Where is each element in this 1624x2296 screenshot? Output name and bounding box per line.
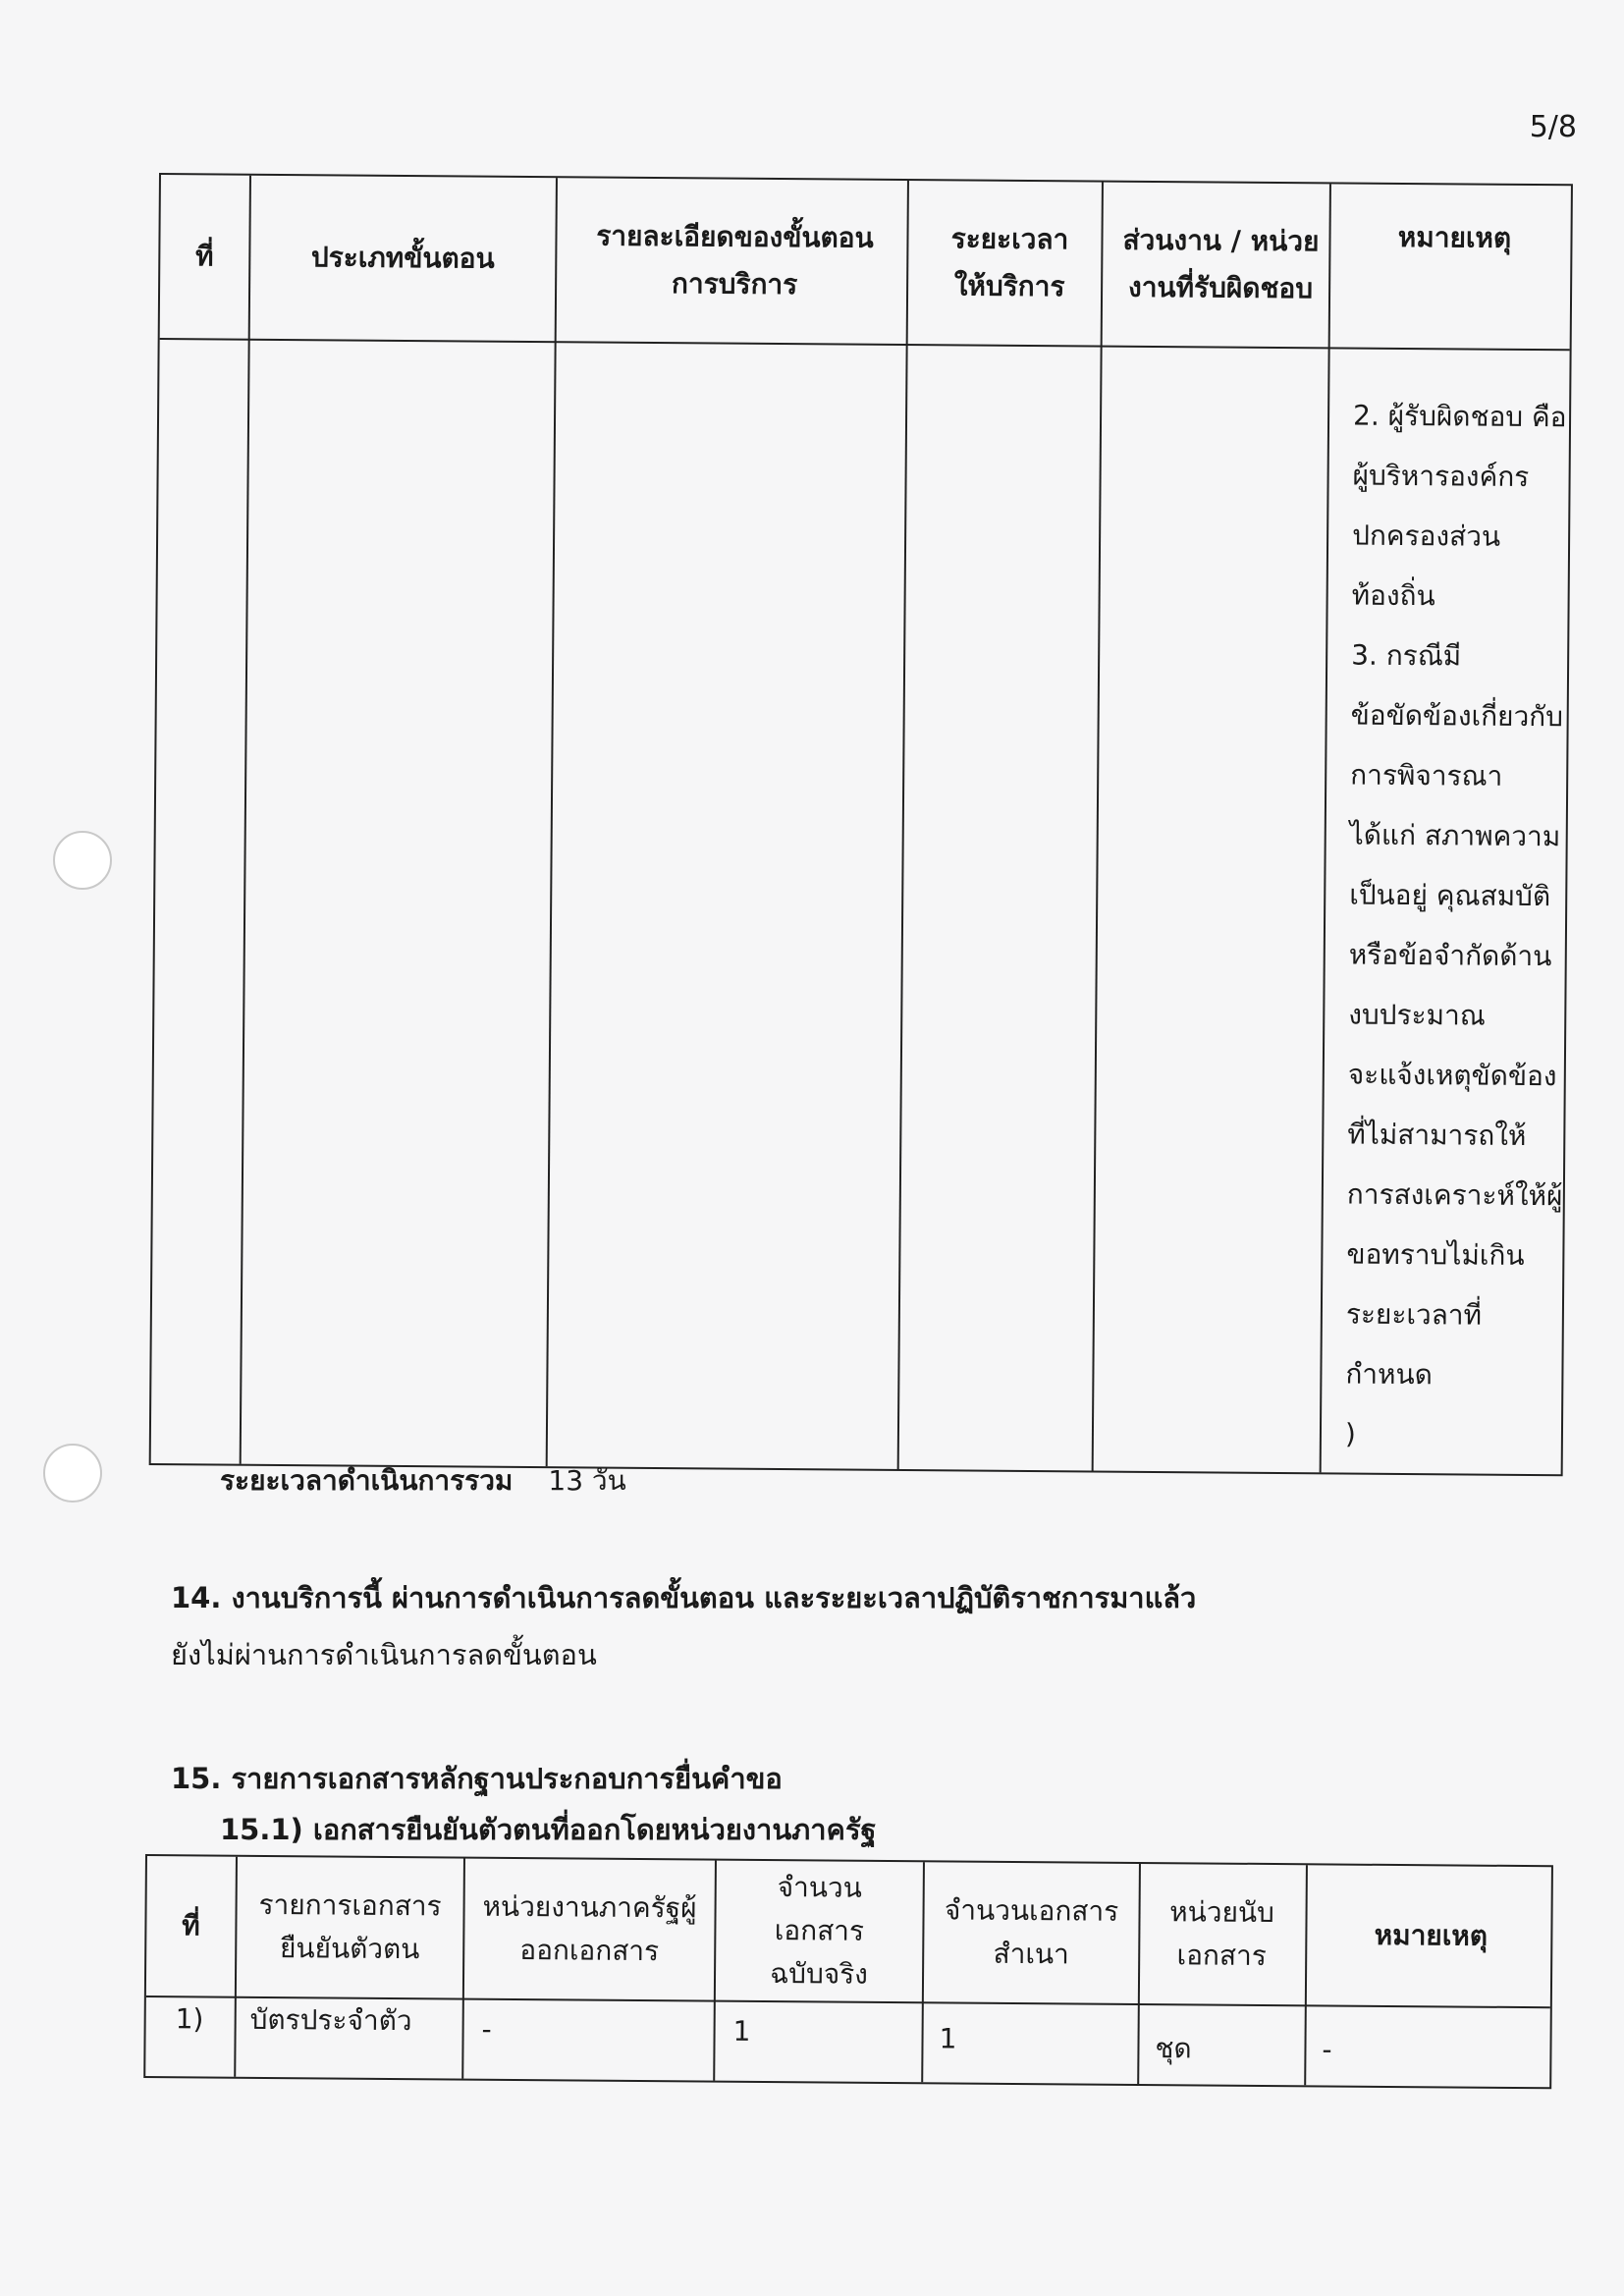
- remark-line: ระยะเวลาที่: [1345, 1297, 1483, 1332]
- row-document: บัตรประจำตัว: [249, 2002, 412, 2038]
- row-unit: ชุด: [1155, 2032, 1192, 2065]
- remark-line: 3. กรณีมี: [1351, 638, 1462, 673]
- service-steps-table: [149, 173, 1573, 1476]
- remark-line: 2. ผู้รับผิดชอบ คือ: [1352, 399, 1567, 434]
- header-service-time: ระยะเวลาให้บริการ: [950, 222, 1069, 303]
- header-unit: หน่วยนับเอกสาร: [1169, 1895, 1275, 1972]
- header-step-type: ประเภทขั้นตอน: [310, 241, 495, 275]
- header-remark: หมายเหตุ: [1374, 1918, 1489, 1952]
- punch-hole-bottom: [43, 1444, 102, 1503]
- section-14-answer: ยังไม่ผ่านการดำเนินการลดขั้นตอน: [171, 1638, 597, 1671]
- header-remark: หมายเหตุ: [1397, 220, 1512, 254]
- total-duration-label: ระยะเวลาดำเนินการรวม: [220, 1464, 514, 1497]
- header-no: ที่: [182, 1909, 200, 1942]
- remark-line: ปกครองส่วน: [1352, 519, 1501, 553]
- remark-line: หรือข้อจำกัดด้าน: [1348, 938, 1552, 973]
- remark-line: ที่ไม่สามารถให้: [1347, 1118, 1527, 1152]
- total-duration: [220, 1459, 626, 1503]
- row-copy: 1: [939, 2022, 957, 2055]
- remark-line: ): [1344, 1417, 1357, 1450]
- remark-line: ได้แก่ สภาพความ: [1349, 818, 1561, 853]
- table-col-divider: [1320, 184, 1331, 1472]
- remark-line: กำหนด: [1345, 1357, 1434, 1392]
- section-15-title: 15. รายการเอกสารหลักฐานประกอบการยื่นคำขอ: [171, 1762, 783, 1795]
- row-original: 1: [732, 2014, 751, 2048]
- table-col-divider: [897, 181, 909, 1469]
- remark-line: ผู้บริหารองค์กร: [1352, 459, 1530, 493]
- remark-line: การสงเคราะห์ให้ผู้: [1346, 1177, 1563, 1213]
- section-14: [171, 1569, 1196, 1683]
- header-responsible-unit: ส่วนงาน / หน่วยงานที่รับผิดชอบ: [1122, 223, 1320, 305]
- row-remark: -: [1322, 2033, 1332, 2066]
- remark-line: ขอทราบไม่เกิน: [1346, 1237, 1525, 1272]
- total-duration-value: 13 วัน: [548, 1464, 626, 1497]
- table-col-divider: [240, 176, 251, 1464]
- remark-line: การพิจารณา: [1350, 758, 1503, 793]
- header-document-name: รายการเอกสารยืนยันตัวตน: [258, 1887, 442, 1966]
- section-15-1-subtitle: 15.1) เอกสารยืนยันตัวตนที่ออกโดยหน่วยงานภาครัฐ: [220, 1813, 877, 1846]
- row-no: 1): [175, 2002, 204, 2036]
- page-number: 5/8: [1529, 110, 1577, 144]
- remark-line: เป็นอยู่ คุณสมบัติ: [1349, 878, 1551, 913]
- identity-documents-table: [143, 1854, 1553, 2089]
- remark-line: ข้อขัดข้องเกี่ยวกับ: [1350, 698, 1564, 734]
- table-col-divider: [1092, 183, 1104, 1471]
- remark-line: งบประมาณ: [1348, 998, 1486, 1032]
- header-original-count: จำนวนเอกสารฉบับจริง: [770, 1871, 869, 1991]
- header-copy-count: จำนวนเอกสารสำเนา: [944, 1893, 1119, 1971]
- header-issuing-agency: หน่วยงานภาครัฐผู้ออกเอกสาร: [482, 1889, 697, 1968]
- header-no: ที่: [194, 240, 214, 273]
- remark-cell: [1345, 386, 1570, 1466]
- section-14-title: 14. งานบริการนี้ ผ่านการดำเนินการลดขั้นตอน และระยะเวลาปฏิบัติราชการมาแล้ว: [171, 1581, 1197, 1614]
- remark-line: ท้องถิ่น: [1351, 578, 1435, 613]
- row-agency: -: [481, 2012, 492, 2046]
- punch-hole-top: [53, 831, 112, 890]
- header-step-detail: รายละเอียดของขั้นตอนการบริการ: [596, 219, 874, 301]
- remark-line: จะแจ้งเหตุขัดข้อง: [1347, 1058, 1557, 1093]
- table-col-divider: [546, 178, 558, 1466]
